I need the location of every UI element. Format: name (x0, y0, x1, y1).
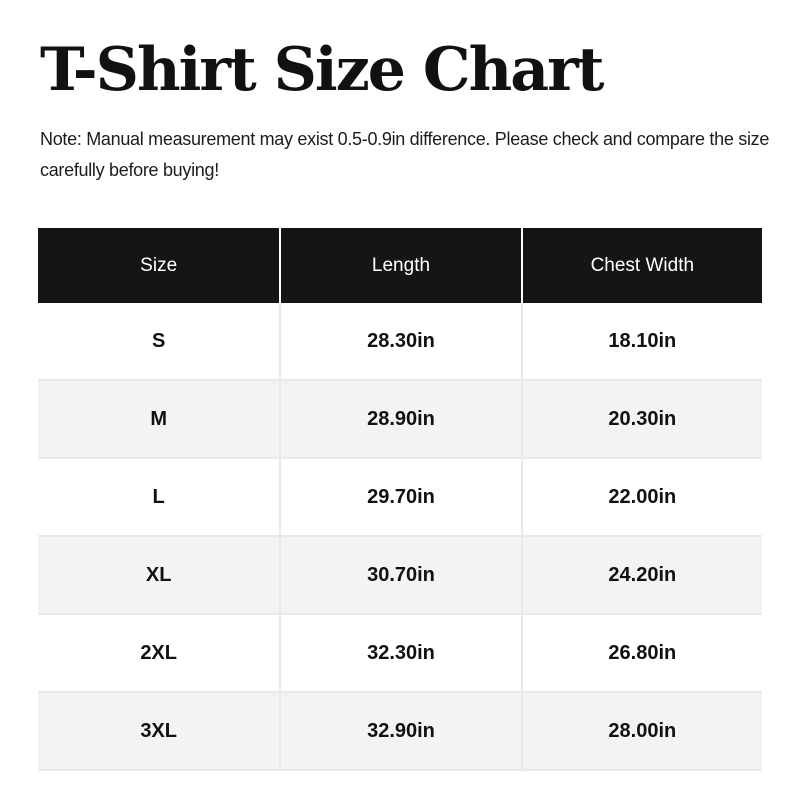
length-cell: 30.70in (279, 537, 520, 615)
size-cell: M (38, 381, 279, 459)
size-chart-table (38, 228, 762, 771)
length-cell: 29.70in (279, 459, 520, 537)
size-cell: S (38, 303, 279, 381)
col-header-chest-width: Chest Width (521, 228, 762, 303)
size-cell: 3XL (38, 693, 279, 771)
chest-width-cell: 28.00in (521, 693, 762, 771)
note-line-2: carefully before buying! (40, 160, 219, 180)
size-cell: XL (38, 537, 279, 615)
page-title: T-Shirt Size Chart (40, 35, 603, 105)
size-cell: L (38, 459, 279, 537)
table-row (38, 303, 762, 381)
table-header (38, 228, 762, 303)
length-cell: 32.30in (279, 615, 520, 693)
table-row (38, 381, 762, 459)
chest-width-cell: 24.20in (521, 537, 762, 615)
chest-width-cell: 20.30in (521, 381, 762, 459)
note-line-1: Note: Manual measurement may exist 0.5-0.9in difference. Please check and compare the size (40, 129, 770, 149)
length-cell: 28.30in (279, 303, 520, 381)
chest-width-cell: 26.80in (521, 615, 762, 693)
table-row (38, 537, 762, 615)
chest-width-cell: 18.10in (521, 303, 762, 381)
length-cell: 28.90in (279, 381, 520, 459)
col-header-size: Size (38, 228, 279, 303)
table-row (38, 615, 762, 693)
table-row (38, 459, 762, 537)
table-row (38, 693, 762, 771)
col-header-length: Length (279, 228, 520, 303)
size-cell: 2XL (38, 615, 279, 693)
length-cell: 32.90in (279, 693, 520, 771)
header-row (38, 228, 762, 303)
note-text (40, 124, 770, 186)
chest-width-cell: 22.00in (521, 459, 762, 537)
table-body (38, 303, 762, 771)
